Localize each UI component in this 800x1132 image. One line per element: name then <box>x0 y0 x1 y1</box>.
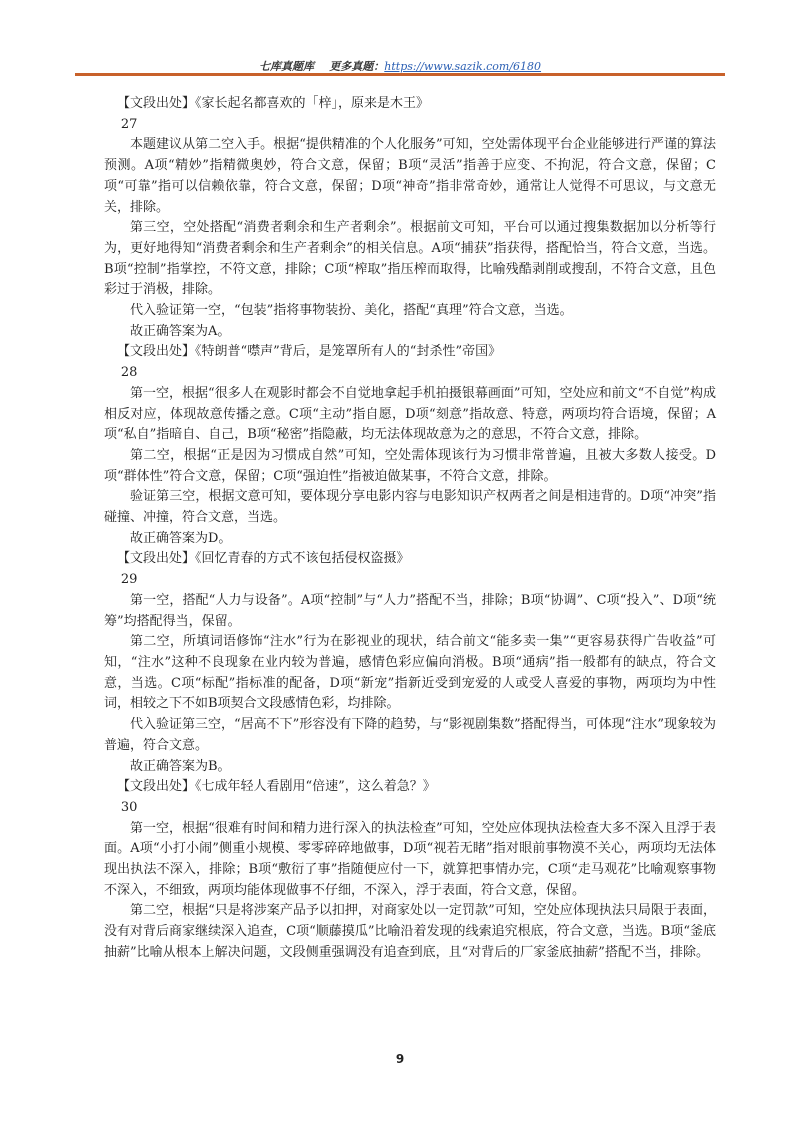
paragraph: 第一空，搭配“人力与设备”。A项“控制”与“人力”搭配不当，排除；B项“协调”、C项“投入”、D项“统筹”均搭配得当，保留。 <box>104 592 716 629</box>
paragraph: 故正确答案为B。 <box>130 758 231 774</box>
source-line: 【文段出处】《七成年轻人看剧用“倍速”，这么着急？》 <box>117 779 436 795</box>
question-number: 29 <box>120 572 138 588</box>
paragraph: 第二空，所填词语修饰“注水”行为在影视业的现状，结合前文“能多卖一集”“更容易获得广告收益”可知，“注水”这种不良现象在业内较为普遍，感情色彩应偏向消极。B项“通病”指一般都有的缺点，符合文意，当选。C项“标配”指标准的配备，D项“新宠”指新近受到宠爱的人或受人喜爱的事物，两项均为中性词，相较之下不如B项契合文段感情色彩，均排除。 <box>104 634 716 712</box>
question-number: 28 <box>120 365 138 381</box>
document-body <box>104 94 716 964</box>
header-divider <box>75 73 725 76</box>
paragraph: 故正确答案为A。 <box>130 323 231 339</box>
paragraph: 故正确答案为D。 <box>130 530 232 546</box>
page-number: 9 <box>395 1052 405 1066</box>
paragraph: 本题建议从第二空入手。根据“提供精准的个人化服务”可知，空处需体现平台企业能够进行严谨的算法预测。A项“精妙”指精微奥妙，符合文意，保留；B项“灵活”指善于应变、不拘泥，符合文意，保留；C项“可靠”指可以信赖依靠，符合文意，保留；D项“神奇”指非常奇妙，通常让人觉得不可思议，与文意无关，排除。 <box>104 137 716 215</box>
paragraph: 第二空，根据“正是因为习惯成自然”可知，空处需体现该行为习惯非常普遍，且被大多数人接受。D项“群体性”符合文意，保留；C项“强迫性”指被迫做某事，不符合文意，排除。 <box>104 447 716 484</box>
source-line: 【文段出处】《回忆青春的方式不该包括侵权盗摄》 <box>117 551 410 567</box>
page-header <box>75 58 725 74</box>
source-link[interactable]: https://www.sazik.com/6180 <box>384 60 542 73</box>
paragraph: 验证第三空，根据文意可知，要体现分享电影内容与电影知识产权两者之间是相违背的。D项“冲突”指碰撞、冲撞，符合文意，当选。 <box>104 489 716 526</box>
source-line: 【文段出处】《特朗普“噤声”背后，是笼罩所有人的“封杀性”帝国》 <box>117 344 502 360</box>
paragraph: 第一空，根据“很多人在观影时都会不自觉地拿起手机拍摄银幕画面”可知，空处应和前文“不自觉”构成相反对应，体现故意传播之意。C项“主动”指自愿，D项“刻意”指故意、特意，两项均符合语境，保留；A项“私自”指暗自、自己，B项“秘密”指隐蔽，均无法体现故意为之的意思，不符合文意，排除。 <box>104 385 716 443</box>
paragraph: 代入验证第三空，“居高不下”形容没有下降的趋势，与“影视剧集数”搭配得当，可体现“注水”现象较为普遍，符合文意。 <box>104 717 716 753</box>
more-label: 更多真题： <box>329 60 385 73</box>
paragraph: 第一空，根据“很难有时间和精力进行深入的执法检查”可知，空处应体现执法检查大多不深入且浮于表面。A项“小打小闹”侧重小规模、零零碎碎地做事，D项“视若无睹”指对眼前事物漠不关心，两项均无法体现出执法不深入，排除；B项“敷衍了事”指随便应付一下，就算把事情办完，C项“走马观花”比喻观察事物不深入，不细致，两项均能体现做事不仔细，不深入，浮于表面，符合文意，保留。 <box>104 820 716 898</box>
paragraph: 代入验证第一空，“包装”指将事物装扮、美化，搭配“真理”符合文意，当选。 <box>130 303 573 319</box>
source-line: 【文段出处】《家长起名都喜欢的「梓」，原来是木王》 <box>117 96 430 111</box>
question-number: 30 <box>120 799 138 815</box>
site-label: 七库真题库 <box>258 60 314 73</box>
paragraph: 第二空，根据“只是将涉案产品予以扣押，对商家处以一定罚款”可知，空处应体现执法只局限于表面，没有对背后商家继续深入追查，C项“顺藤摸瓜”比喻沿着发现的线索追究根底，符合文意，当选。B项“釜底抽薪”比喻从根本上解决问题，文段侧重强调没有追查到底，且“对背后的厂家釜底抽薪”搭配不当，排除。 <box>104 903 716 960</box>
paragraph: 第三空，空处搭配“消费者剩余和生产者剩余”。根据前文可知，平台可以通过搜集数据加以分析等行为，更好地得知“消费者剩余和生产者剩余”的相关信息。A项“捕获”指获得，搭配恰当，符合文意，当选。B项“控制”指掌控，不符文意，排除；C项“榨取”指压榨而取得，比喻残酷剥削或搜刮，不符合文意，且色彩过于消极，排除。 <box>104 220 716 298</box>
question-number: 27 <box>120 116 138 132</box>
